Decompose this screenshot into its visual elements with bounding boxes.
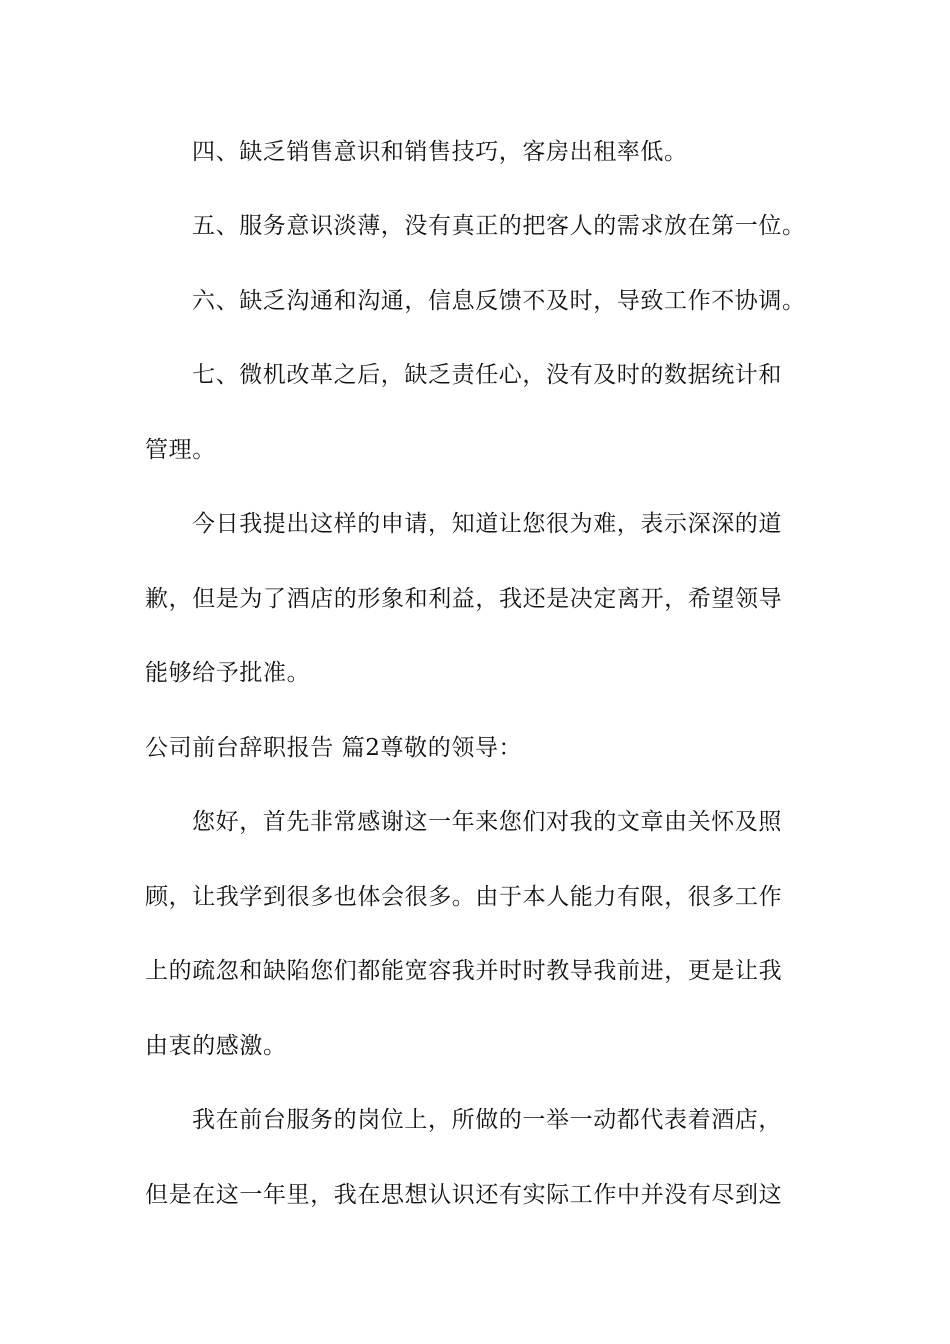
text-line: 六、缺乏沟通和沟通，信息反馈不及时，导致工作不协调。 bbox=[192, 288, 806, 314]
text-line: 四、缺乏销售意识和销售技巧，客房出租率低。 bbox=[192, 139, 688, 165]
text-line: 但是在这一年里，我在思想认识还有实际工作中并没有尽到这 bbox=[145, 1182, 783, 1208]
text-line: 由衷的感激。 bbox=[145, 1033, 287, 1059]
text-line: 能够给予批准。 bbox=[145, 660, 311, 686]
text-line: 我在前台服务的岗位上，所做的一举一动都代表着酒店， bbox=[192, 1107, 782, 1133]
text-line: 五、服务意识淡薄，没有真正的把客人的需求放在第一位。 bbox=[192, 213, 806, 239]
text-line: 顾，让我学到很多也体会很多。由于本人能力有限，很多工作 bbox=[145, 884, 783, 910]
text-line: 今日我提出这样的申请，知道让您很为难，表示深深的道 bbox=[192, 511, 782, 537]
section-heading: 公司前台辞职报告 篇2尊敬的领导： bbox=[145, 735, 523, 761]
text-line: 管理。 bbox=[145, 437, 216, 463]
text-line: 七、微机改革之后，缺乏责任心，没有及时的数据统计和 bbox=[192, 362, 782, 388]
text-line: 您好，首先非常感谢这一年来您们对我的文章由关怀及照 bbox=[192, 809, 782, 835]
text-line: 上的疏忽和缺陷您们都能宽容我并时时教导我前进，更是让我 bbox=[145, 958, 783, 984]
text-line: 歉，但是为了酒店的形象和利益，我还是决定离开，希望领导 bbox=[145, 586, 783, 612]
